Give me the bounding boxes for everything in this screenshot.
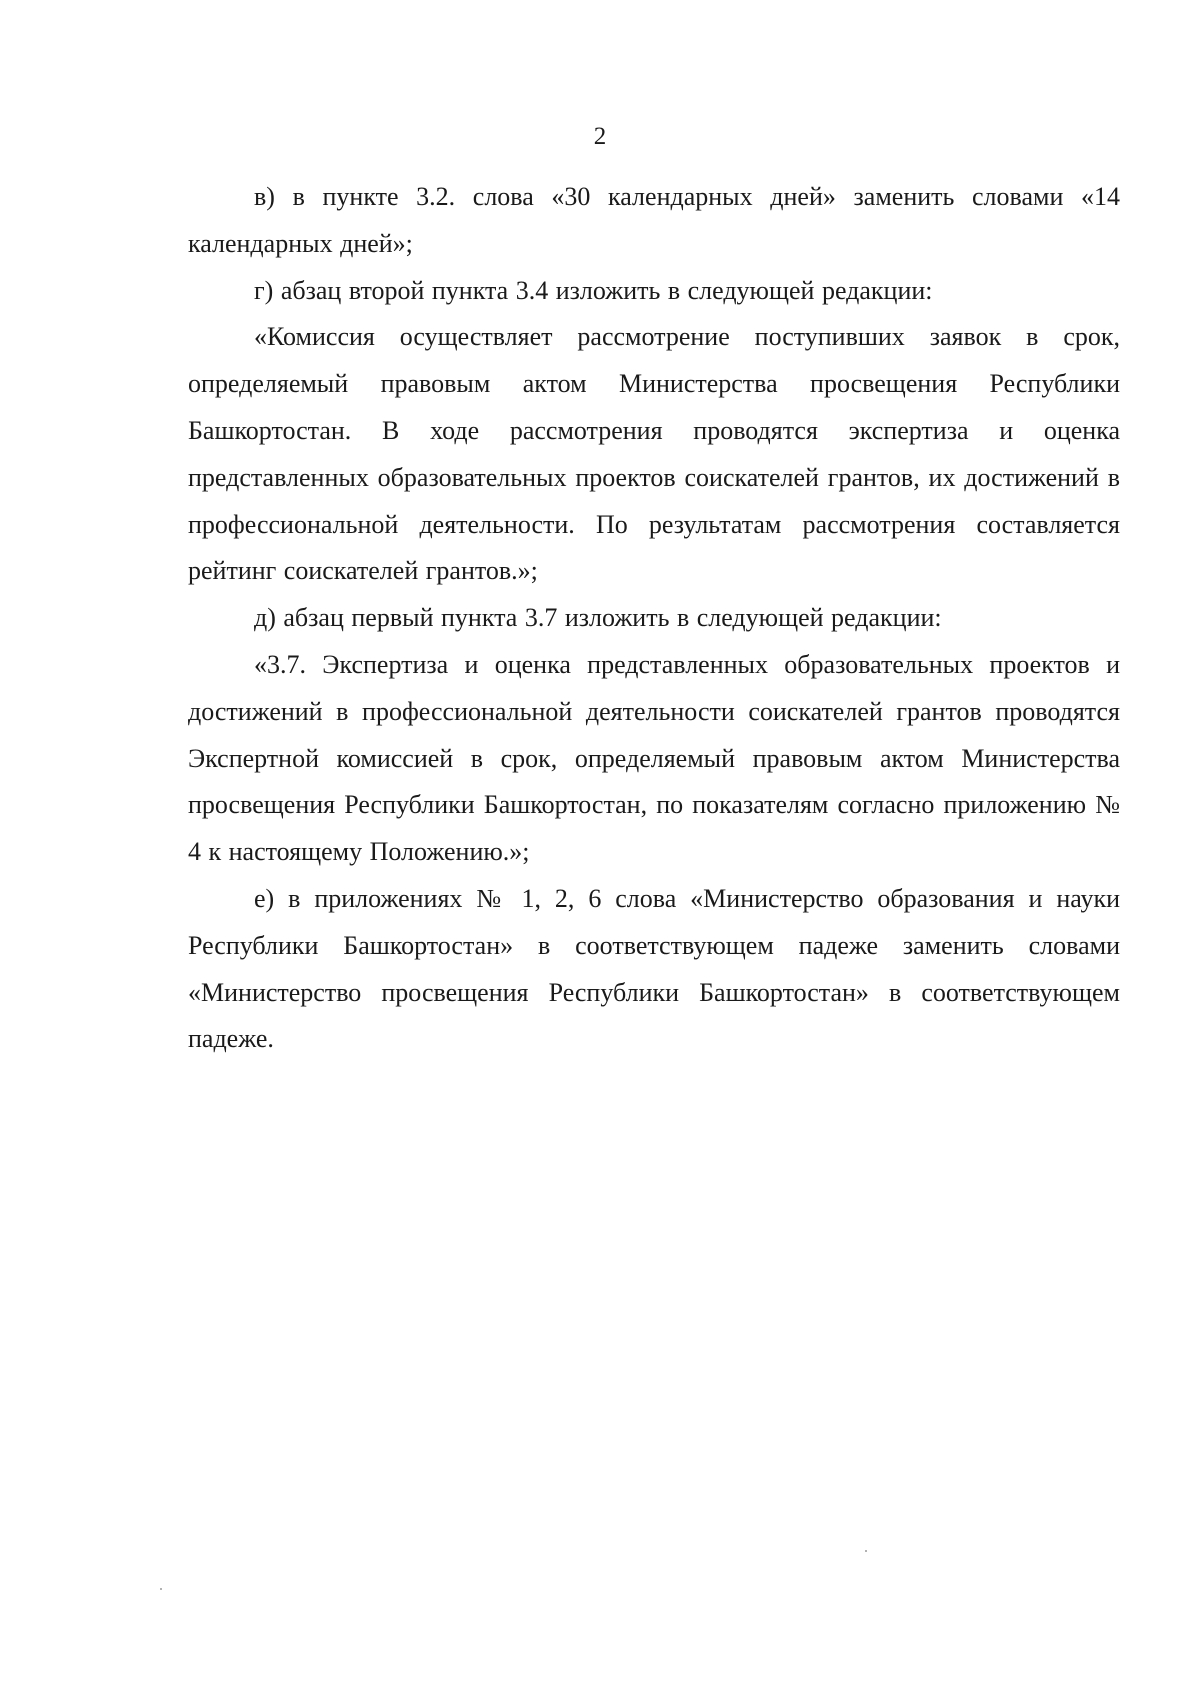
paragraph-quote-3-7: «3.7. Экспертиза и оценка представленных образовательных проектов и достижений в профессиональной деятельности соискателей грантов проводятся Экспертной комиссией в срок, определяемый правовым актом Министерства просвещения Республики Башкортостан, по показателям согласно приложению № 4 к настоящему Положению.»; (188, 649, 1120, 867)
scan-speck (865, 1550, 867, 1552)
document-body (188, 174, 1120, 1063)
scan-speck (160, 1588, 162, 1590)
paragraph-item-v: в) в пункте 3.2. слова «30 календарных дней» заменить словами «14 календарных дней»; (188, 182, 1120, 258)
paragraph-quote-3-4: «Комиссия осуществляет рассмотрение поступивших заявок в срок, определяемый правовым актом Министерства просвещения Республики Башкортостан. В ходе рассмотрения проводятся экспертиза и оценка представленных образовательных проектов соискателей грантов, их достижений в профессиональной деятельности. По результатам рассмотрения составляется рейтинг соискателей грантов.»; (188, 322, 1120, 586)
paragraph-item-e: е) в приложениях № 1, 2, 6 слова «Министерство образования и науки Республики Башкортостан» в соответствующем падеже заменить словами «Министерство просвещения Республики Башкортостан» в соответствующем падеже. (188, 883, 1120, 1054)
paragraph-item-g: г) абзац второй пункта 3.4 изложить в следующей редакции: (254, 275, 933, 305)
paragraph-item-d: д) абзац первый пункта 3.7 изложить в следующей редакции: (254, 603, 942, 633)
page-number: 2 (593, 123, 607, 150)
